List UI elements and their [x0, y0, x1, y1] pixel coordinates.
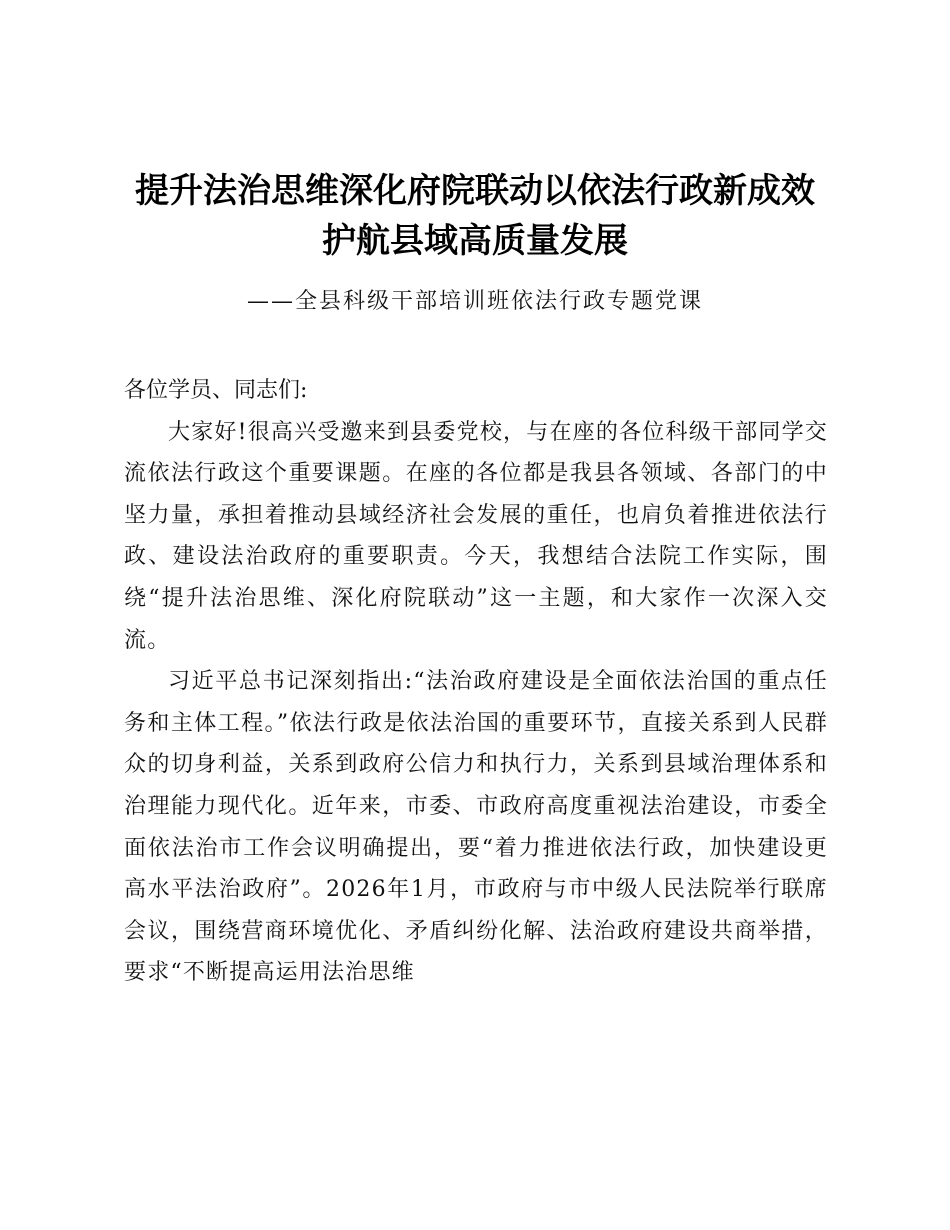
salutation: 各位学员、同志们:	[124, 378, 308, 403]
title-line-1: 提升法治思维深化府院联动以依法行政新成效	[135, 171, 815, 211]
paragraph-2: 习近平总书记深刻指出:“法治政府建设是全面依法治国的重点任务和主体工程。”依法行政是依法治国的重要环节，直接关系到人民群众的切身利益，关系到政府公信力和执行力，关系到县域治理体系和治理能力现代化。近年来，市委、市政府高度重视法治建设，市委全面依法治市工作会议明确提出，要“着力推进依法行政，加快建设更高水平法治政府”。2026年1月，市政府与市中级人民法院举行联席会议，围绕营商环境优化、矛盾纠纷化解、法治政府建设共商举措，要求“不断提高运用法治思维	[124, 669, 828, 986]
paragraph-1: 大家好!很高兴受邀来到县委党校，与在座的各位科级干部同学交流依法行政这个重要课题。在座的各位都是我县各领域、各部门的中坚力量，承担着推动县域经济社会发展的重任，也肩负着推进依法行政、建设法治政府的重要职责。今天，我想结合法院工作实际，围绕“提升法治思维、深化府院联动”这一主题，和大家作一次深入交流。	[124, 419, 828, 653]
document-body	[124, 370, 828, 994]
document-title	[100, 166, 850, 266]
title-line-2: 护航县域高质量发展	[322, 221, 628, 261]
document-subtitle: ——全县科级干部培训班依法行政专题党课	[246, 289, 703, 314]
